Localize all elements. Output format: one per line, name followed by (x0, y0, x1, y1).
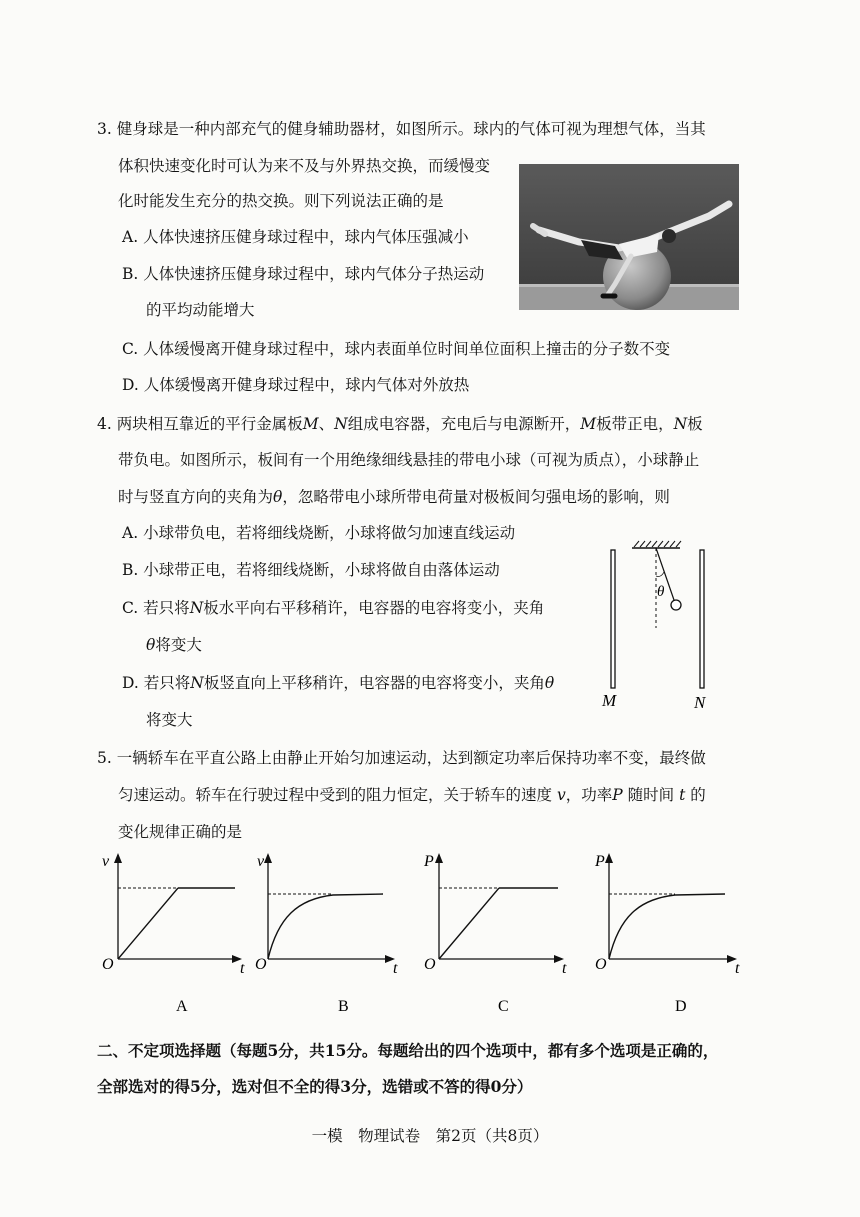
graph-d (594, 853, 740, 1015)
graph-a-y-label: v (102, 853, 110, 870)
q4-option-c-cont: θ将变大 (146, 636, 202, 654)
graph-d-letter: D (675, 998, 687, 1015)
q3-option-d: D. 人体缓慢离开健身球过程中，球内气体对外放热 (122, 376, 470, 394)
graph-d-x-label: t (735, 960, 740, 977)
q4-option-c: C. 若只将N板水平向右平移稍许，电容器的电容将变小，夹角 (122, 599, 545, 617)
q5-stem-line-3: 变化规律正确的是 (118, 823, 243, 841)
graph-c-x-label: t (562, 960, 567, 977)
graph-b (255, 853, 398, 1015)
graph-c-y-label: P (424, 853, 434, 870)
q4-option-b: B. 小球带正电，若将细线烧断，小球将做自由落体运动 (122, 561, 500, 579)
charged-ball (671, 600, 681, 610)
graph-a-x-label: t (240, 960, 245, 977)
q4-stem-line-1: 4. 两块相互靠近的平行金属板M、N组成电容器，充电后与电源断开，M板带正电，N板 (97, 415, 703, 433)
page-footer: 一模 物理试卷 第2页（共8页） (311, 1127, 549, 1145)
q4-option-a: A. 小球带负电，若将细线烧断，小球将做匀加速直线运动 (122, 524, 516, 542)
graph-a (102, 853, 245, 1015)
q3-option-b-cont: 的平均动能增大 (146, 301, 255, 319)
graph-b-x-label: t (393, 960, 398, 977)
q3-stem-line-2: 体积快速变化时可认为来不及与外界热交换，而缓慢变 (118, 157, 491, 175)
section-2-heading-line-2: 全部选对的得5分，选对但不全的得3分，选错或不答的得0分） (97, 1077, 533, 1096)
graph-b-origin: O (255, 956, 267, 973)
plate-m (611, 550, 615, 688)
graph-d-y-label: P (595, 853, 605, 870)
graph-d-origin: O (595, 956, 607, 973)
capacitor-figure (596, 536, 726, 716)
q4-option-d: D. 若只将N板竖直向上平移稍许，电容器的电容将变小，夹角θ (122, 674, 555, 692)
exercise-ball-photo (519, 164, 739, 310)
q3-option-a: A. 人体快速挤压健身球过程中，球内气体压强减小 (122, 228, 469, 246)
q4-option-d-cont: 将变大 (146, 711, 193, 729)
graph-c-origin: O (424, 956, 436, 973)
plate-n (700, 550, 704, 688)
angle-label: θ (657, 584, 665, 600)
q4-stem-line-3: 时与竖直方向的夹角为θ，忽略带电小球所带电荷量对极板间匀强电场的影响，则 (118, 488, 670, 506)
q5-stem-line-2: 匀速运动。轿车在行驶过程中受到的阻力恒定，关于轿车的速度 v，功率P 随时间 t 的 (118, 786, 706, 804)
graph-a-origin: O (102, 956, 114, 973)
graph-b-letter: B (338, 998, 349, 1015)
graph-options (90, 845, 750, 1020)
graph-c (423, 853, 567, 1015)
q3-option-b: B. 人体快速挤压健身球过程中，球内气体分子热运动 (122, 265, 485, 283)
graph-c-letter: C (498, 998, 509, 1015)
q3-stem-line-3: 化时能发生充分的热交换。则下列说法正确的是 (118, 192, 444, 210)
graph-a-letter: A (176, 998, 188, 1015)
graph-b-y-label: v (257, 853, 265, 870)
q5-stem-line-1: 5. 一辆轿车在平直公路上由静止开始匀加速运动，达到额定功率后保持功率不变，最终做 (97, 749, 706, 767)
q3-stem-line-1: 3. 健身球是一种内部充气的健身辅助器材，如图所示。球内的气体可视为理想气体，当其 (97, 120, 706, 138)
plate-n-label: N (694, 693, 706, 712)
q4-stem-line-2: 带负电。如图所示，板间有一个用绝缘细线悬挂的带电小球（可视为质点），小球静止 (118, 451, 700, 469)
section-2-heading-line-1: 二、不定项选择题（每题5分，共15分。每题给出的四个选项中，都有多个选项是正确的， (97, 1041, 719, 1060)
q3-option-c: C. 人体缓慢离开健身球过程中，球内表面单位时间单位面积上撞击的分子数不变 (122, 340, 671, 358)
plate-m-label: M (602, 691, 617, 710)
